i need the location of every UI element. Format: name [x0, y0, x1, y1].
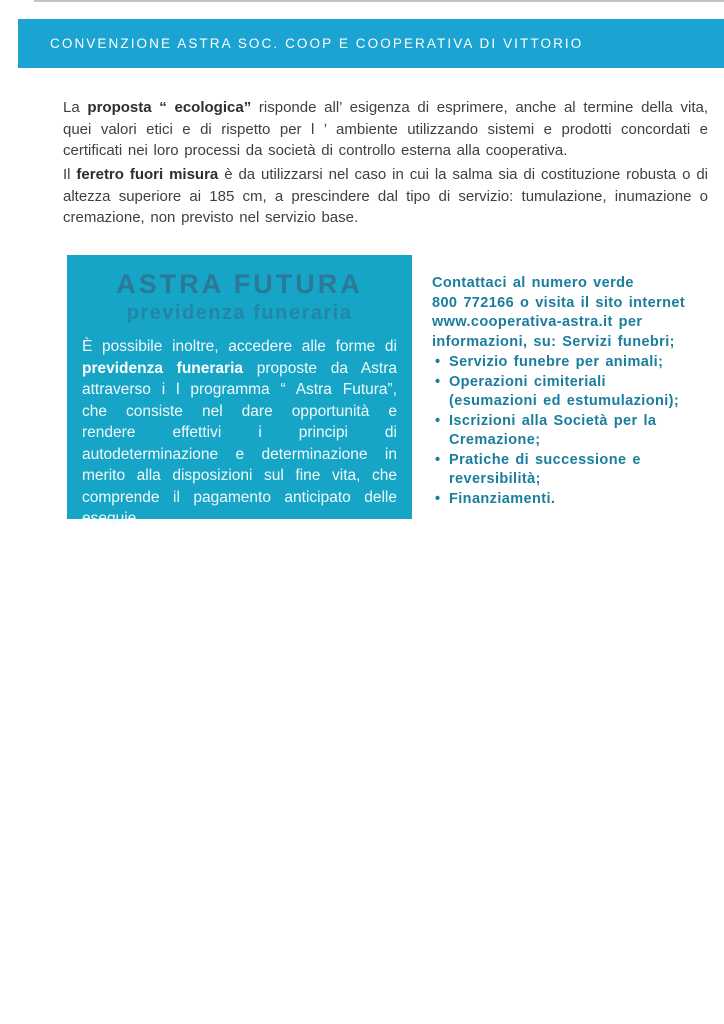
box-subtitle: previdenza funeraria	[126, 302, 353, 324]
list-item: • Operazioni cimiteriali (esumazioni ed estumulazioni);	[432, 373, 684, 412]
header-bar	[18, 19, 724, 68]
paragraph-feretro	[63, 164, 708, 229]
contact-column	[432, 274, 714, 509]
list-item: • Iscrizioni alla Società per la Cremazione;	[432, 412, 684, 451]
scan-artifact-line	[34, 0, 724, 2]
paragraph-bold-term: feretro fuori misura	[76, 166, 219, 183]
astra-futura-box	[67, 255, 412, 527]
box-body-part2: proposte da Astra attraverso i l programma “ Astra Futura”, che consiste nel dare opportunità e rendere effettivi i principi di autodeterminazione e determinazione in merito alla disposizioni sul fine vita, che comprende il pagamento anticipato delle esequie.	[82, 359, 398, 527]
box-body-text	[67, 325, 412, 530]
paragraph-lead: La	[63, 99, 88, 116]
contact-website: www.cooperativa-astra.it per	[432, 314, 643, 330]
list-item: • Servizio funebre per animali;	[432, 353, 684, 373]
box-body-part1: È possibile inoltre, accedere alle forme di	[82, 338, 397, 355]
contact-line: informazioni, su: Servizi funebri;	[432, 333, 675, 350]
paragraph-bold-term: proposta “ ecologica”	[87, 99, 252, 116]
contact-line: 800 772166 o visita il sito internet	[432, 294, 686, 311]
box-body-bold: previdenza funeraria	[82, 359, 244, 377]
contact-line: Contattaci al numero verde	[432, 275, 634, 291]
paragraph-ecologica	[63, 97, 708, 162]
services-bullet-list	[432, 353, 684, 509]
contact-intro	[432, 274, 714, 352]
list-item: • Finanziamenti.	[432, 490, 684, 510]
header-title: CONVENZIONE ASTRA SOC. COOP E COOPERATIVA DI VITTORIO	[50, 36, 584, 51]
list-item: • Pratiche di successione e reversibilità;	[432, 451, 684, 490]
paragraph-rest: risponde all’ esigenza di esprimere, anche al termine della vita, quei valori etici e di rispetto per l ’ ambiente utilizzando sistemi e prodotti concordati e certificati nei loro processi da società di controllo esterna alla cooperativa.	[63, 99, 708, 159]
paragraph-lead: Il	[63, 166, 77, 183]
box-title: ASTRA FUTURA	[116, 269, 363, 299]
paragraph-rest: è da utilizzarsi nel caso in cui la salma sia di costituzione robusta o di altezza superiore ai 185 cm, a prescindere dal tipo di servizio: tumulazione, inumazione o cremazione, non previsto nel servizio base.	[63, 166, 708, 226]
